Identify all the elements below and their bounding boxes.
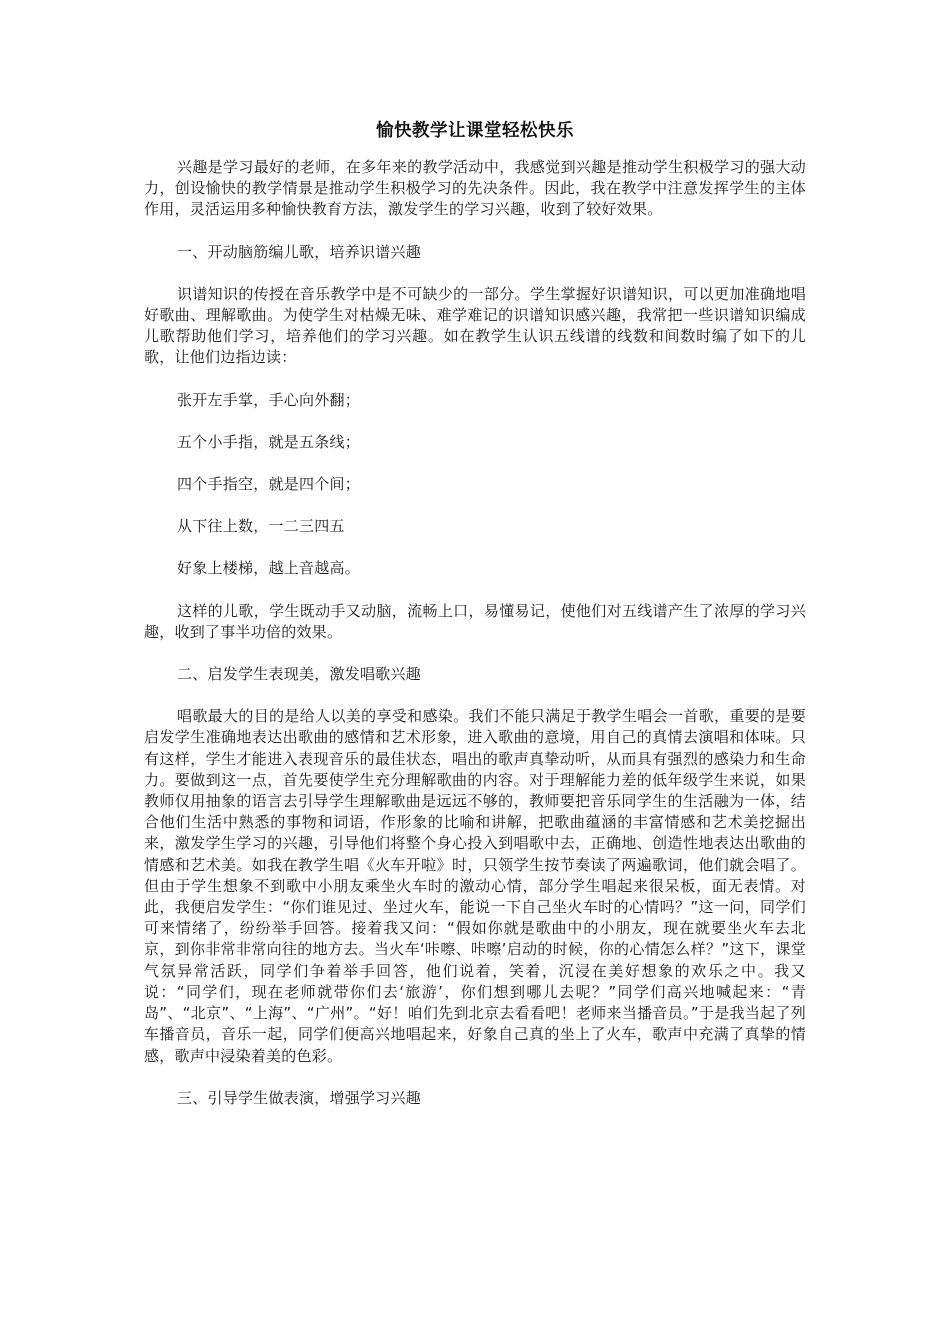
section-heading-1: 一、开动脑筋编儿歌，培养识谱兴趣 [177, 242, 422, 261]
paragraph: 识谱知识的传授在音乐教学中是不可缺少的一部分。学生掌握好识谱知识，可以更加准确地唱好歌曲、理解歌曲。为使学生对枯燥无味、难学难记的识谱知识感兴趣，我常把一些识谱知识编成儿歌帮助他们学习，培养他们的学习兴趣。如在教学生认识五线谱的线数和间数时编了如下的儿歌，让他们边指边读： [144, 284, 806, 367]
rhyme-line: 从下往上数，一二三四五 [177, 517, 345, 536]
rhyme-line: 五个小手指，就是五条线； [177, 432, 361, 451]
section-heading-2: 二、启发学生表现美，激发唱歌兴趣 [177, 665, 422, 684]
paragraph: 唱歌最大的目的是给人以美的享受和感染。我们不能只满足于教学生唱会一首歌，重要的是要启发学生准确地表达出歌曲的感情和艺术形象，进入歌曲的意境，用自己的真情去演唱和体味。只有这样，学生才能进入表现音乐的最佳状态，唱出的歌声真挚动听，从而具有强烈的感染力和生命力。要做到这一点，首先要使学生充分理解歌曲的内容。对于理解能力差的低年级学生来说，如果教师仅用抽象的语言去引导学生理解歌曲是远远不够的，教师要把音乐同学生的生活融为一体，结合他们生活中熟悉的事物和词语，作形象的比喻和讲解，把歌曲蕴涵的丰富情感和艺术美挖掘出来，激发学生学习的兴趣，引导他们将整个身心投入到唱歌中去，正确地、创造性地表达出歌曲的情感和艺术美。如我在教学生唱《火车开啦》时，只领学生按节奏读了两遍歌词，他们就会唱了。但由于学生想象不到歌中小朋友乘坐火车时的激动心情，部分学生唱起来很呆板，面无表情。对此，我便启发学生：“你们谁见过、坐过火车，能说一下自己坐火车时的心情吗？”这一问，同学们可来情绪了，纷纷举手回答。接着我又问：“假如你就是歌曲中的小朋友，现在就要坐火车去北京，到你非常非常向往的地方去。当火车‘咔嚓、咔嚓’启动的时候，你的心情怎么样？”这下，课堂气氛异常活跃，同学们争着举手回答，他们说着，笑着，沉浸在美好想象的欢乐之中。我又说：“同学们，现在老师就带你们去‘旅游’，你们想到哪儿去呢？”同学们高兴地喊起来：“青岛”、“北京”、“上海”、“广州”。“好！咱们先到北京去看看吧！老师来当播音员。”于是我当起了列车播音员，音乐一起，同学们便高兴地唱起来，好象自己真的坐上了火车，歌声中充满了真挚的情感，歌声中浸染着美的色彩。 [144, 707, 806, 1065]
section-heading-3: 三、引导学生做表演，增强学习兴趣 [177, 1088, 422, 1107]
rhyme-line: 好象上楼梯，越上音越高。 [177, 559, 361, 578]
rhyme-line: 张开左手掌，手心向外翻； [177, 390, 361, 409]
document-body [144, 157, 806, 1109]
paragraph-intro: 兴趣是学习最好的老师，在多年来的教学活动中，我感觉到兴趣是推动学生积极学习的强大动力，创设愉快的教学情景是推动学生积极学习的先决条件。因此，我在教学中注意发挥学生的主体作用，灵活运用多种愉快教育方法，激发学生的学习兴趣，收到了较好效果。 [144, 158, 806, 219]
rhyme-line: 四个手指空，就是四个间； [177, 475, 361, 494]
paragraph: 这样的儿歌，学生既动手又动脑，流畅上口，易懂易记，使他们对五线谱产生了浓厚的学习兴趣，收到了事半功倍的效果。 [144, 601, 806, 641]
document-title: 愉快教学让课堂轻松快乐 [376, 121, 574, 141]
